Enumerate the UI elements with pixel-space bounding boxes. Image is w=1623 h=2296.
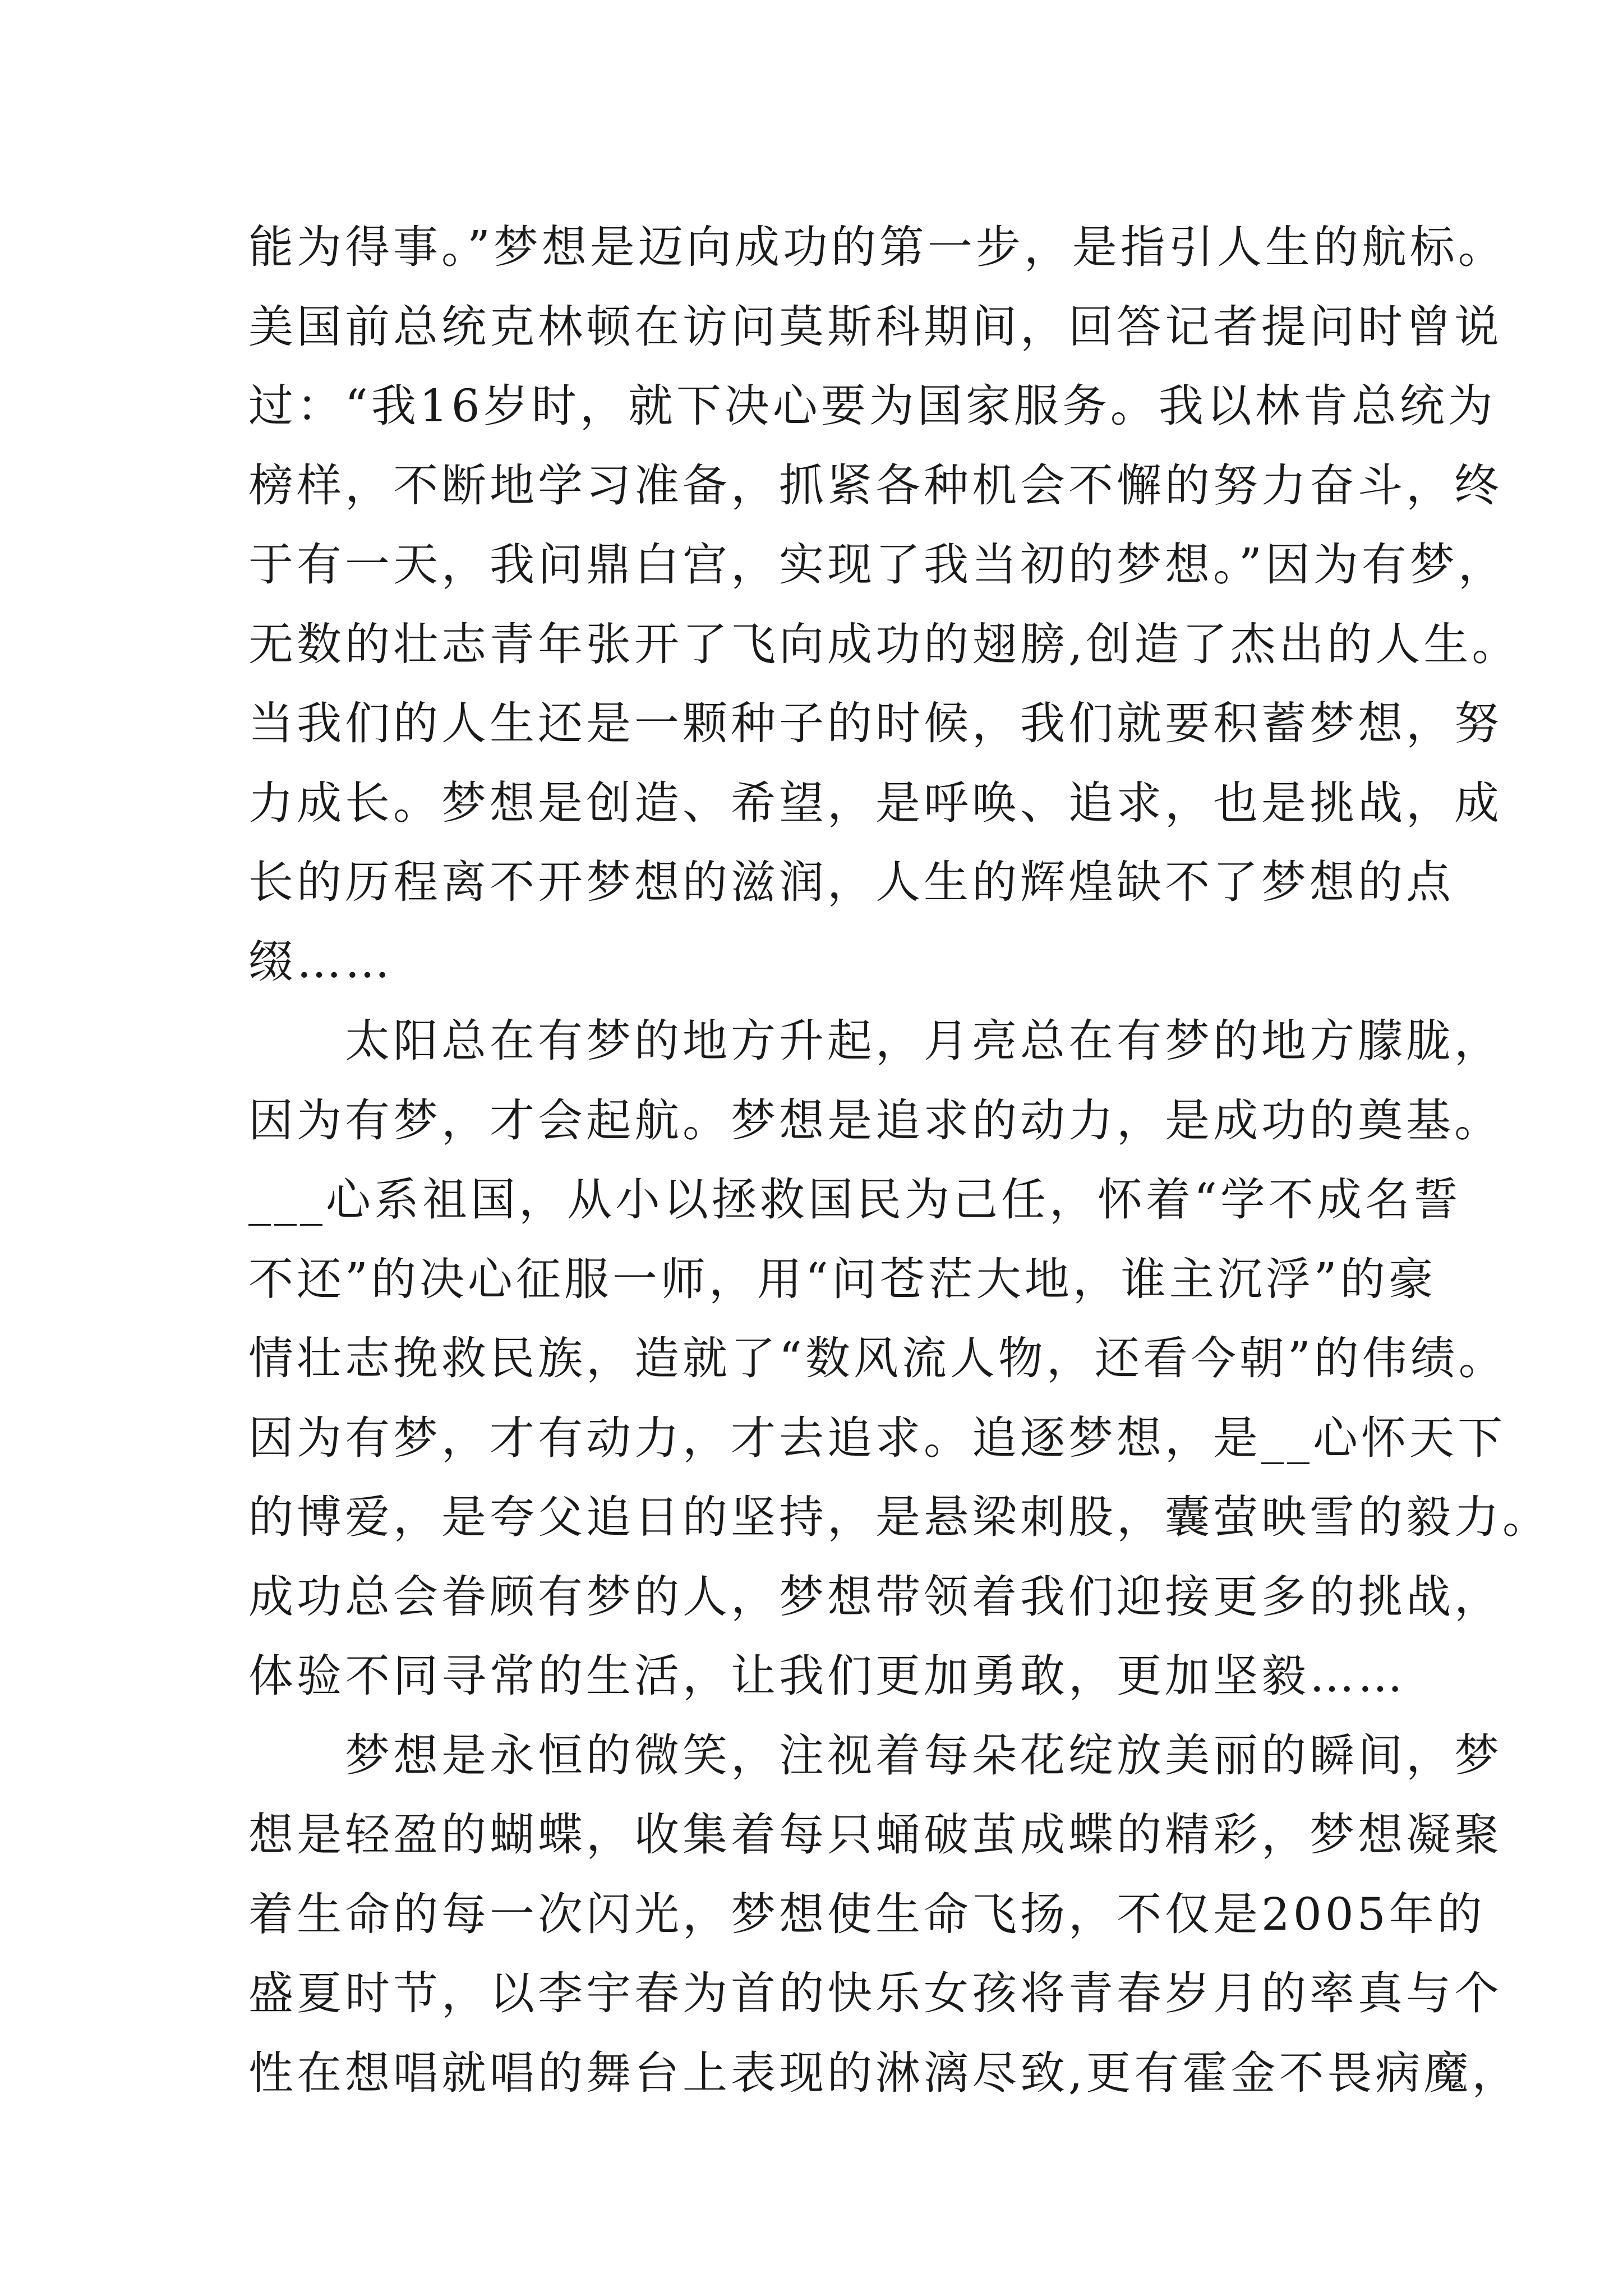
text-line: 于有一天，我问鼎白宫，实现了我当初的梦想。”因为有梦，: [248, 539, 1506, 591]
text-line: 因为有梦，才会起航。梦想是追求的动力，是成功的奠基。: [248, 1094, 1502, 1147]
text-line: 当我们的人生还是一颗种子的时候，我们就要积蓄梦想，努: [248, 697, 1502, 749]
text-line: 性在想唱就唱的舞台上表现的淋漓尽致,更有霍金不畏病魔，: [248, 2046, 1520, 2099]
text-line: 情壮志挽救民族，造就了“数风流人物，还看今朝”的伟绩。: [248, 1332, 1507, 1384]
body-text: [248, 208, 1551, 2113]
text-line: 榜样，不断地学习准备，抓紧各种机会不懈的努力奋斗，终: [248, 459, 1502, 512]
text-line: ___心系祖国，从小以拯救国民为己任，怀着“学不成名誓: [248, 1174, 1461, 1226]
text-line: 成功总会眷顾有梦的人，梦想带领着我们迎接更多的挑战，: [248, 1570, 1502, 1623]
text-line: 长的历程离不开梦想的滋润，人生的辉煌缺不了梦想的点: [248, 856, 1454, 908]
text-line: 力成长。梦想是创造、希望，是呼唤、追求，也是挑战，成: [248, 776, 1502, 829]
text-line: 因为有梦，才有动力，才去追求。追逐梦想，是__心怀天下: [248, 1411, 1506, 1464]
text-line: 能为得事。”梦想是迈向成功的第一步，是指引人生的航标。: [248, 221, 1506, 273]
text-line: 无数的壮志青年张开了飞向成功的翅膀,创造了杰出的人生。: [248, 618, 1520, 670]
text-line: 梦想是永恒的微笑，注视着每朵花绽放美丽的瞬间，梦: [248, 1729, 1502, 1782]
text-line: 盛夏时节，以李宇春为首的快乐女孩将青春岁月的率真与个: [248, 1967, 1502, 2019]
text-line: 着生命的每一次闪光，梦想使生命飞扬，不仅是2005年的: [248, 1888, 1486, 1940]
text-line: 过：“我16岁时，就下决心要为国家服务。我以林肯总统为: [248, 380, 1496, 432]
text-line: 不还”的决心征服一师，用“问苍茫大地，谁主沉浮”的豪: [248, 1253, 1437, 1305]
text-line: 体验不同寻常的生活，让我们更加勇敢，更加坚毅……: [248, 1650, 1406, 1702]
text-line: 太阳总在有梦的地方升起，月亮总在有梦的地方朦胧，: [248, 1015, 1502, 1067]
text-line: 的博爱，是夸父追日的坚持，是悬梁刺股，囊萤映雪的毅力。: [248, 1491, 1551, 1543]
text-line: 美国前总统克林顿在访问莫斯科期间，回答记者提问时曾说: [248, 300, 1502, 353]
text-line: 缀……: [248, 935, 393, 988]
text-line: 想是轻盈的蝴蝶，收集着每只蛹破茧成蝶的精彩，梦想凝聚: [248, 1809, 1502, 1861]
